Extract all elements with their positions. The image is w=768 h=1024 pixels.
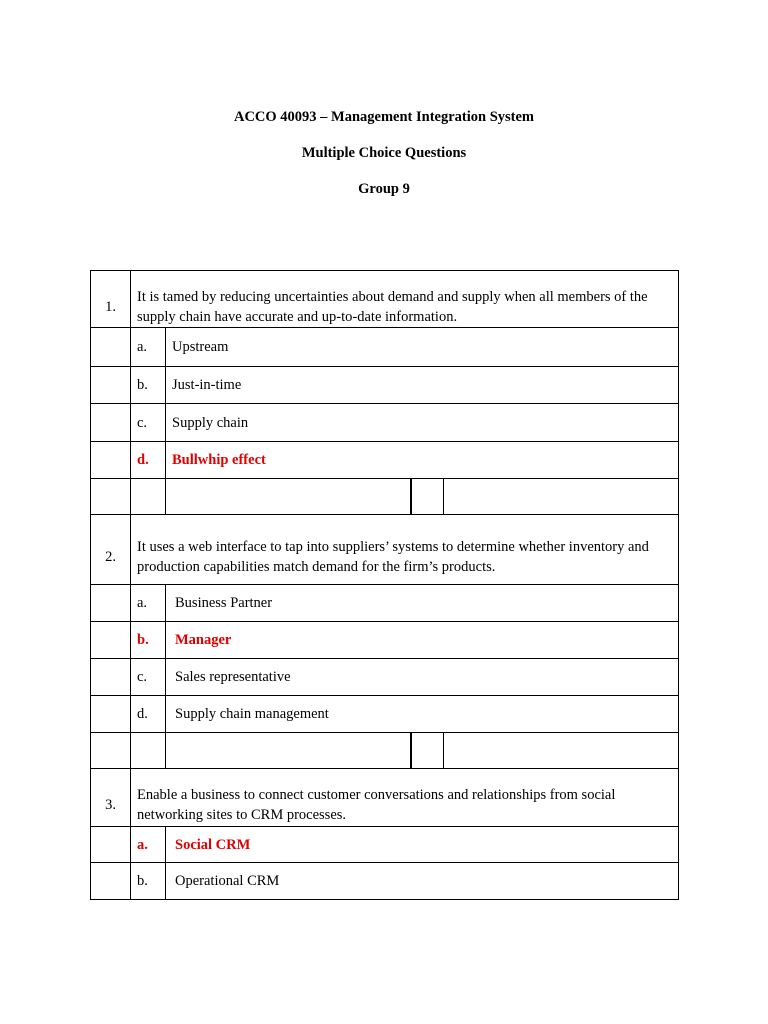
option-letter: c. [131,659,166,696]
question-row [91,769,679,827]
option-row-answer [91,622,679,659]
option-letter: a. [131,328,166,367]
option-row [91,696,679,733]
option-text: Just-in-time [166,367,679,404]
option-letter: c. [131,404,166,442]
option-letter: b. [131,367,166,404]
option-row [91,863,679,900]
option-row [91,328,679,367]
questions-table [90,270,679,900]
answer-option-text: Manager [166,622,679,659]
answer-option-letter: d. [131,442,166,479]
question-number: 3. [91,769,131,827]
option-text: Supply chain [166,404,679,442]
option-row-answer [91,827,679,863]
spacer-row [91,733,679,769]
option-row [91,367,679,404]
option-row [91,585,679,622]
question-text: It uses a web interface to tap into suppliers’ systems to determine whether inventory and production capabilities match demand for the firm’s products. [131,515,679,585]
answer-option-letter: a. [131,827,166,863]
group-label: Group 9 [358,181,410,197]
option-text: Operational CRM [166,863,679,900]
answer-option-text: Social CRM [166,827,679,863]
option-row [91,404,679,442]
option-text: Sales representative [166,659,679,696]
answer-option-letter: b. [131,622,166,659]
question-number: 2. [91,515,131,585]
question-row [91,271,679,328]
question-text: It is tamed by reducing uncertainties about demand and supply when all members of the supply chain have accurate and up-to-date information. [131,271,679,328]
option-row [91,659,679,696]
document-subtitle: Multiple Choice Questions [301,145,467,161]
option-letter: a. [131,585,166,622]
option-text: Supply chain management [166,696,679,733]
spacer-row [91,479,679,515]
course-title: ACCO 40093 – Management Integration System [233,109,535,125]
option-letter: d. [131,696,166,733]
question-row [91,515,679,585]
question-text: Enable a business to connect customer conversations and relationships from social networking sites to CRM processes. [131,769,679,827]
option-text: Upstream [166,328,679,367]
option-row-answer [91,442,679,479]
question-number: 1. [91,271,131,328]
option-letter: b. [131,863,166,900]
answer-option-text: Bullwhip effect [166,442,679,479]
option-text: Business Partner [166,585,679,622]
